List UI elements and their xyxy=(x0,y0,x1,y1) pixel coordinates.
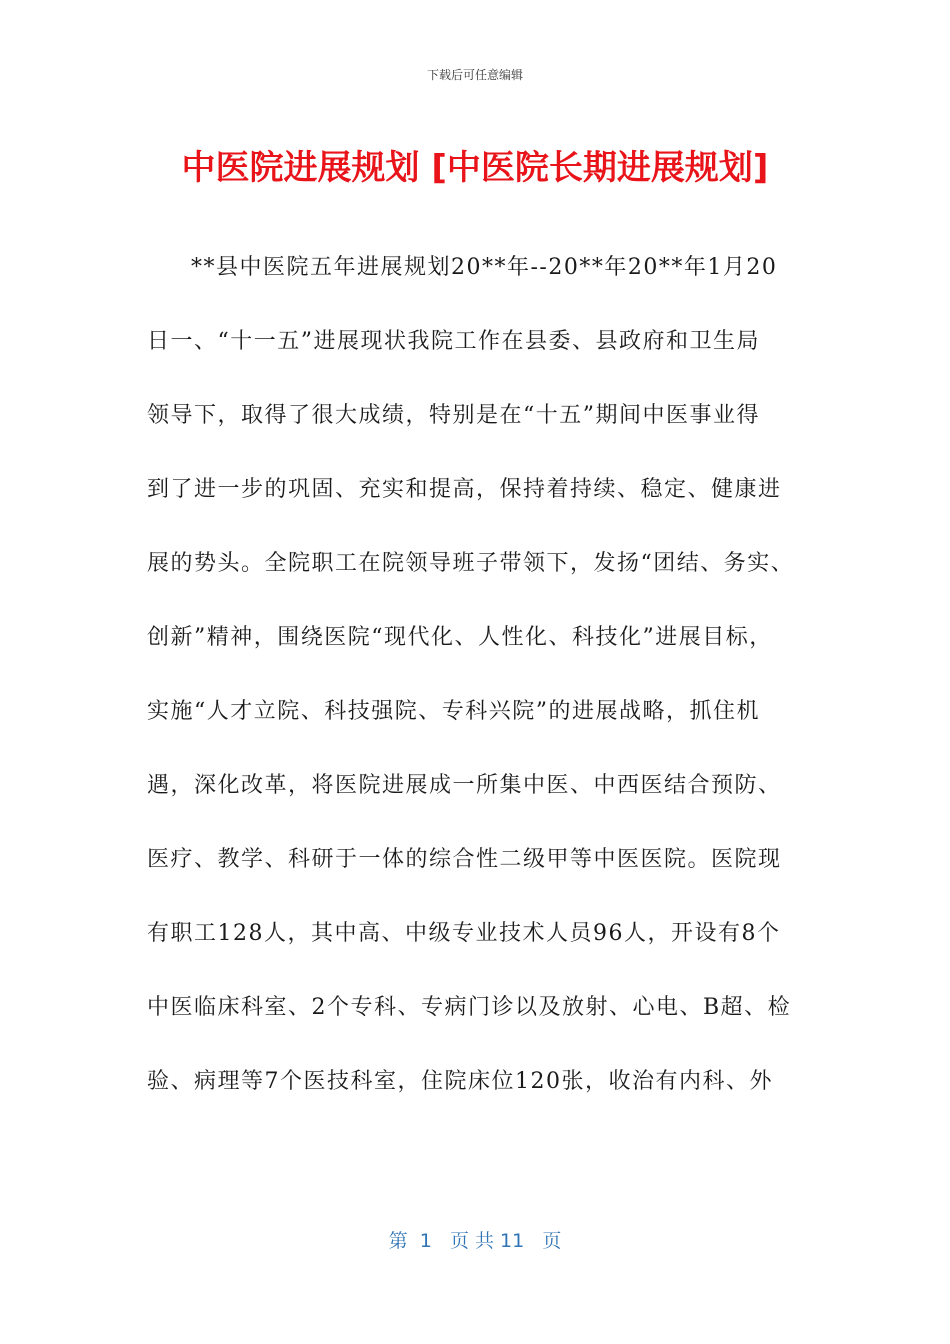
body-line: 创新”精神，围绕医院“现代化、人性化、科技化”进展目标， xyxy=(147,625,773,650)
body-line: 遇，深化改革，将医院进展成一所集中医、中西医结合预防、 xyxy=(147,773,782,798)
body-line: 到了进一步的巩固、充实和提高，保持着持续、稳定、健康进 xyxy=(147,477,782,502)
body-line: 医疗、教学、科研于一体的综合性二级甲等中医医院。医院现 xyxy=(147,847,782,872)
body-line: 中医临床科室、2个专科、专病门诊以及放射、心电、B超、检 xyxy=(147,995,792,1020)
body-line: 实施“人才立院、科技强院、专科兴院”的进展战略，抓住机 xyxy=(147,699,760,724)
document-title: 中医院进展规划 [中医院长期进展规划] xyxy=(181,148,769,188)
body-line: 有职工128人，其中高、中级专业技术人员96人，开设有8个 xyxy=(147,921,781,946)
body-line: 日一、“十一五”进展现状我院工作在县委、县政府和卫生局 xyxy=(147,329,760,354)
body-line: **县中医院五年进展规划20**年--20**年20**年1月20 xyxy=(191,255,778,280)
header-note: 下载后可任意编辑 xyxy=(426,68,523,82)
page-number-footer: 第 1 页 共 11 页 xyxy=(388,1230,562,1252)
body-line: 展的势头。全院职工在院领导班子带领下，发扬“团结、务实、 xyxy=(147,551,795,576)
body-line: 验、病理等7个医技科室，住院床位120张，收治有内科、外 xyxy=(147,1069,773,1094)
body-line: 领导下，取得了很大成绩，特别是在“十五”期间中医事业得 xyxy=(147,403,760,428)
